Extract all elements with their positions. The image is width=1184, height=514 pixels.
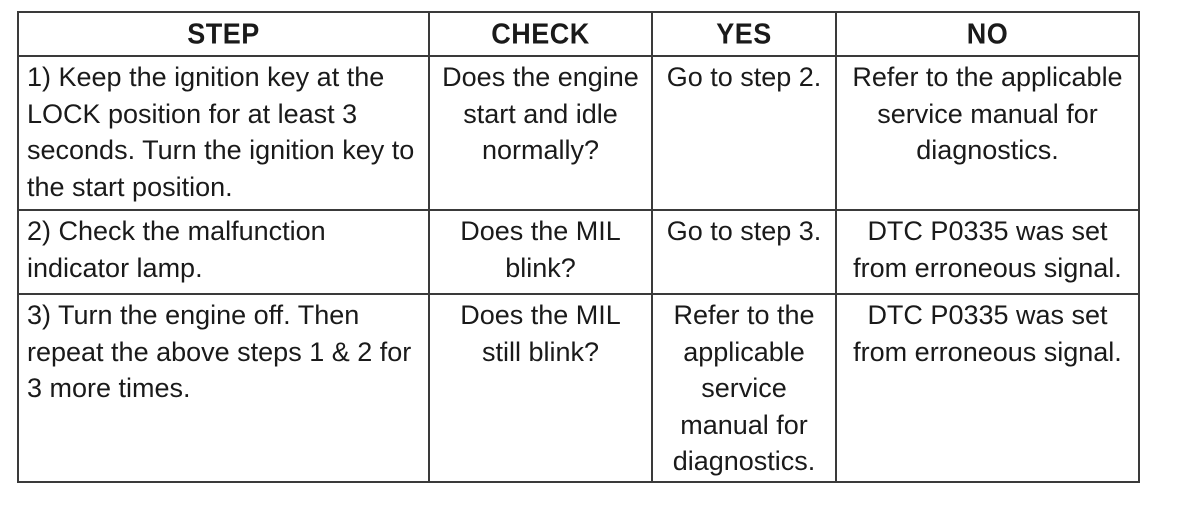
check-cell: Does the MIL still blink? — [429, 294, 652, 482]
yes-cell: Go to step 2. — [652, 56, 836, 210]
header-check: CHECK — [429, 11, 652, 57]
diagnostic-table — [17, 11, 1140, 483]
table-header-row — [18, 12, 1139, 56]
step-cell: 1) Keep the ignition key at the LOCK position for at least 3 seconds. Turn the ignition key to the start position. — [18, 56, 429, 210]
yes-cell: Refer to the applicable service manual for diagnostics. — [652, 294, 836, 482]
header-step: STEP — [18, 11, 429, 57]
step-cell: 2) Check the malfunction indicator lamp. — [18, 210, 429, 294]
no-cell: Refer to the applicable service manual for diagnostics. — [836, 56, 1139, 210]
check-cell: Does the engine start and idle normally? — [429, 56, 652, 210]
step-cell: 3) Turn the engine off. Then repeat the above steps 1 & 2 for 3 more times. — [18, 294, 429, 482]
header-no: NO — [836, 11, 1139, 57]
check-cell: Does the MIL blink? — [429, 210, 652, 294]
table-row — [18, 210, 1139, 294]
no-cell: DTC P0335 was set from erroneous signal. — [836, 294, 1139, 482]
no-cell: DTC P0335 was set from erroneous signal. — [836, 210, 1139, 294]
header-yes: YES — [652, 11, 836, 57]
table-row — [18, 56, 1139, 210]
diagnostic-table-container — [17, 11, 1138, 492]
yes-cell: Go to step 3. — [652, 210, 836, 294]
table-row — [18, 294, 1139, 482]
